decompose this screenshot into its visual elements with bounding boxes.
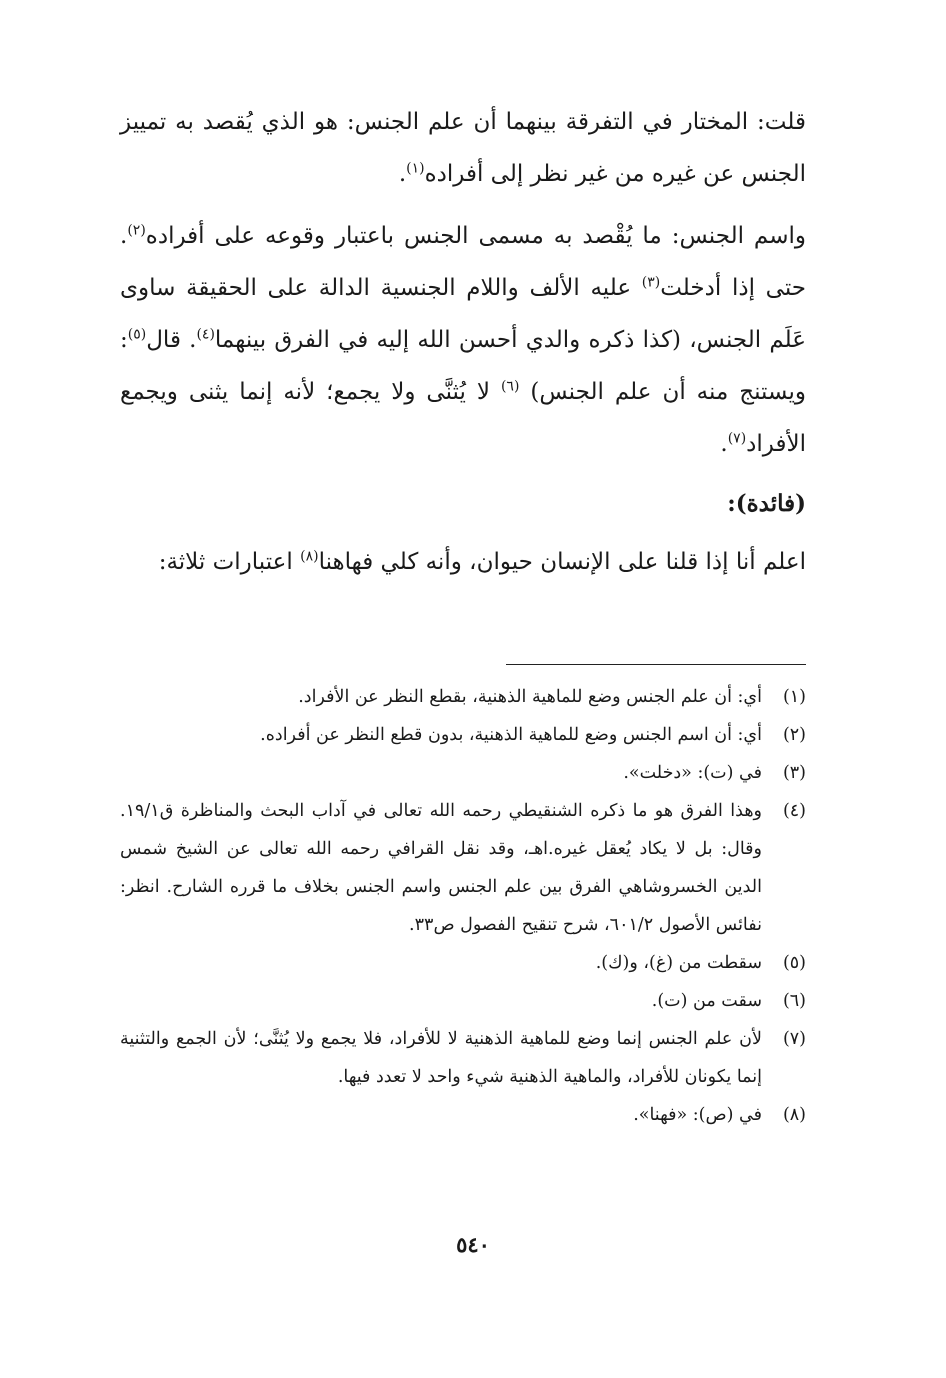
footnote-ref-1[interactable]: (١) xyxy=(406,160,425,177)
paragraph-3 xyxy=(120,536,806,588)
paragraph-1 xyxy=(120,96,806,200)
paragraph-2-tail: . حتى إذا أدخلت xyxy=(120,223,806,301)
footnote-number: (٣) xyxy=(782,763,806,783)
paragraph-1-tail: . xyxy=(398,161,407,187)
footnote-ref-8[interactable]: (٨) xyxy=(300,548,319,565)
paragraph-2-tail3: . قال xyxy=(146,327,197,353)
footnote-number: (٧) xyxy=(782,1029,806,1049)
footnote-5 xyxy=(120,944,806,982)
footnote-number: (٦) xyxy=(782,991,806,1011)
footnote-text: في (ت): «دخلت». xyxy=(623,763,762,783)
footnote-text: وهذا الفرق هو ما ذكره الشنقيطي رحمه الله تعالى في آداب البحث والمناظرة ق١٩/١. وقال: بل لا يكاد يُعقل غيره.اهـ، وقد نقل القرافي رحمه الله تعالى عن الشيخ شمس الدين الخسروشاهي الفرق بين علم الجنس واسم الجنس بخلاف ما قرره الشارح. انظر: نفائس الأصول ٦٠١/٢، شرح تنقيح الفصول ص٣٣. xyxy=(120,801,762,935)
page-number: ٥٤٠ xyxy=(456,1232,490,1257)
footnote-text: أي: أن اسم الجنس وضع للماهية الذهنية، بدون قطع النظر عن أفراده. xyxy=(260,725,762,745)
footnote-8 xyxy=(120,1096,806,1134)
paragraph-2 xyxy=(120,210,806,470)
footnote-text: سقت من (ت). xyxy=(651,991,762,1011)
paragraph-2-tail6: . xyxy=(720,431,728,457)
footnote-text: سقطت من (غ)، و(ك). xyxy=(595,953,762,973)
footnotes xyxy=(120,678,806,1134)
footnote-number: (٨) xyxy=(782,1105,806,1125)
footnote-ref-7[interactable]: (٧) xyxy=(727,430,747,447)
paragraph-2-text: واسم الجنس: ما يُقْصد به مسمى الجنس باعتبار وقوعه على أفراده xyxy=(145,223,806,249)
footnote-ref-6[interactable]: (٦) xyxy=(500,378,520,395)
footnote-2 xyxy=(120,716,806,754)
paragraph-3-text: اعلم أنا إذا قلنا على الإنسان حيوان، وأنه كلي فهاهنا xyxy=(318,549,806,575)
paragraph-3-tail: اعتبارات ثلاثة: xyxy=(158,549,301,575)
paragraph-2-tail4: : ويستنج منه أن علم الجنس) xyxy=(120,327,807,405)
page-body xyxy=(120,96,807,1125)
footnote-ref-2[interactable]: (٢) xyxy=(127,222,146,239)
footnote-number: (١) xyxy=(782,687,806,707)
footnote-text: في (ص): «فهنا». xyxy=(633,1105,762,1125)
footnote-4 xyxy=(120,792,806,944)
footnote-number: (٥) xyxy=(782,953,806,973)
paragraph-2-tail5: لا يُثنَّى ولا يجمع؛ لأنه إنما يثنى ويجمع الأفراد xyxy=(120,379,806,457)
footnote-text: أي: أن علم الجنس وضع للماهية الذهنية، بقطع النظر عن الأفراد. xyxy=(298,687,762,707)
section-heading: (فائدة): xyxy=(727,490,806,517)
footnote-7 xyxy=(120,1020,806,1096)
footnote-6 xyxy=(120,982,806,1020)
footnote-number: (٢) xyxy=(782,725,806,745)
footnote-1 xyxy=(120,678,806,716)
footnote-separator xyxy=(506,664,806,665)
footnote-text: لأن علم الجنس إنما وضع للماهية الذهنية لا للأفراد، فلا يجمع ولا يُثنَّى؛ لأن الجمع والتثنية إنما يكونان للأفراد، والماهية الذهنية شيء واحد لا تعدد فيها. xyxy=(120,1029,762,1087)
paragraph-2-tail2: عليه الألف واللام الجنسية الدالة على الحقيقة ساوى عَلَم الجنس، (كذا ذكره والدي أحسن الله إليه في الفرق بينهما xyxy=(120,275,806,353)
paragraph-1-text: قلت: المختار في التفرقة بينهما أن علم الجنس: هو الذي يُقصد به تمييز الجنس عن غيره من غير نظر إلى أفراده xyxy=(120,109,806,187)
footnote-ref-4[interactable]: (٤) xyxy=(196,326,215,343)
footnote-ref-5[interactable]: (٥) xyxy=(127,326,147,343)
footnote-ref-3[interactable]: (٣) xyxy=(641,274,661,291)
footnote-number: (٤) xyxy=(782,801,806,821)
footnote-3 xyxy=(120,754,806,792)
